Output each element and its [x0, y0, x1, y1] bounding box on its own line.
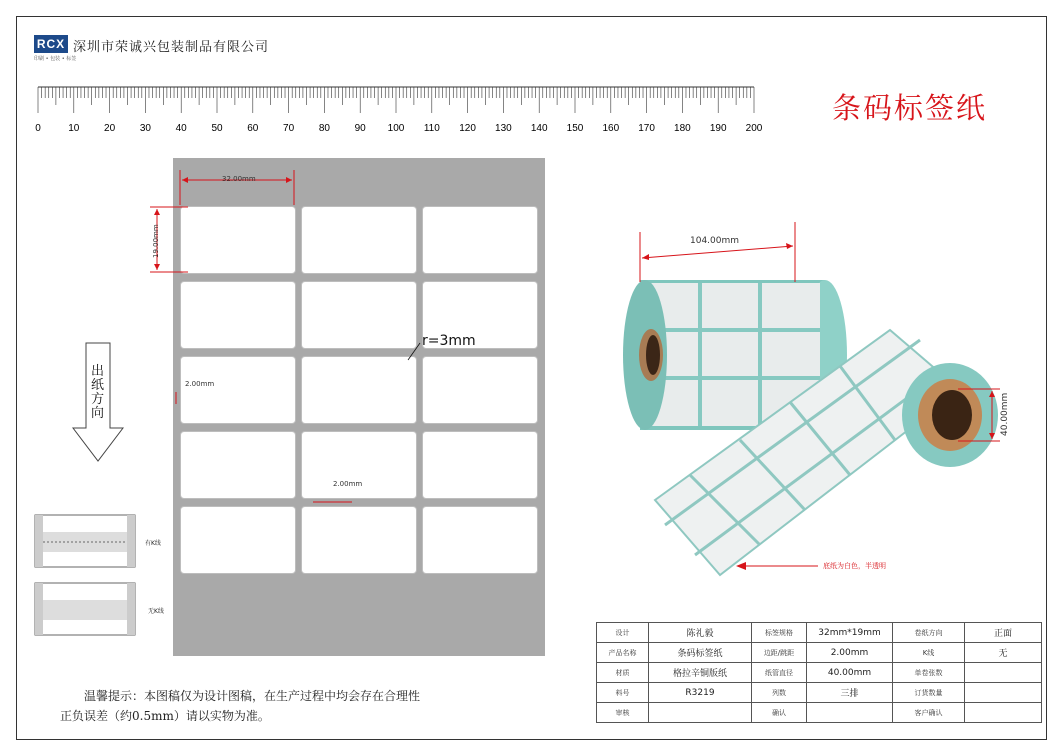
- ruler-tick-label: 40: [175, 123, 187, 134]
- k-line-label: 有K线: [145, 540, 161, 547]
- core-diameter-dimension: 40.00mm: [1000, 392, 1010, 436]
- ruler-tick-label: 80: [318, 123, 330, 134]
- spec-row: [597, 703, 1042, 723]
- notice-line-1: 温馨提示：本图稿仅为设计图稿，在生产过程中均会存在合理性: [84, 689, 421, 703]
- spec-row: [597, 663, 1042, 683]
- company-name: 深圳市荣诚兴包装制品有限公司: [73, 40, 270, 55]
- backing-paper-note: 底纸为白色，半透明: [823, 562, 886, 570]
- ruler-tick-label: 0: [35, 123, 41, 134]
- no-k-line-label: 无K线: [148, 608, 164, 615]
- label-roll-illustration: [623, 222, 1000, 575]
- spec-cell: [965, 703, 1042, 723]
- ruler-tick-label: 70: [283, 123, 295, 134]
- spec-cell: 正面: [965, 623, 1042, 643]
- spec-cell: 确认: [752, 703, 807, 723]
- side-margin-dimension: 2.00mm: [185, 380, 215, 388]
- spec-cell: 40.00mm: [807, 663, 893, 683]
- production-notice: [60, 686, 500, 726]
- notice-line-2: 正负误差（约0.5mm）请以实物为准。: [60, 709, 270, 723]
- ruler-tick-label: 170: [638, 123, 655, 134]
- label-width-dimension: 32.00mm: [222, 175, 256, 183]
- spec-cell: 列数: [752, 683, 807, 703]
- spec-cell: 无: [965, 643, 1042, 663]
- spec-row: [597, 623, 1042, 643]
- ruler-tick-label: 200: [745, 123, 763, 134]
- spec-cell: 纸管直径: [752, 663, 807, 683]
- spec-cell: 材质: [597, 663, 649, 683]
- roll-width-dimension: 104.00mm: [690, 236, 740, 246]
- corner-radius-label: r=3mm: [422, 333, 476, 349]
- ruler-tick-label: 130: [495, 123, 512, 134]
- spec-cell: 三排: [807, 683, 893, 703]
- ruler-tick-label: 160: [602, 123, 620, 134]
- spec-table: [596, 622, 1042, 723]
- spec-cell: 条码标签纸: [649, 643, 752, 663]
- ruler-tick-label: 110: [423, 123, 440, 134]
- logo-tagline: 印刷 • 包装 • 标签: [34, 56, 77, 62]
- feed-direction-label: 出 纸 方 向: [91, 364, 105, 421]
- ruler-tick-label: 150: [566, 123, 584, 134]
- label-height-dimension: 19.00mm: [152, 224, 160, 258]
- spec-cell: 32mm*19mm: [807, 623, 893, 643]
- ruler-tick-label: 60: [247, 123, 259, 134]
- ruler-tick-label: 120: [459, 123, 476, 134]
- spec-cell: [965, 663, 1042, 683]
- spec-cell: 卷纸方向: [893, 623, 965, 643]
- spec-cell: 标签规格: [752, 623, 807, 643]
- spec-cell: 边距/跳距: [752, 643, 807, 663]
- spec-cell: [649, 703, 752, 723]
- spec-cell: R3219: [649, 683, 752, 703]
- spec-cell: 产品名称: [597, 643, 649, 663]
- spec-cell: [965, 683, 1042, 703]
- spec-row: [597, 643, 1042, 663]
- ruler-tick-label: 190: [709, 123, 727, 134]
- spec-cell: 单卷张数: [893, 663, 965, 683]
- ruler-tick-label: 100: [387, 123, 405, 134]
- ruler-tick-label: 30: [139, 123, 151, 134]
- ruler-tick-label: 10: [68, 123, 80, 134]
- spec-cell: 订货数量: [893, 683, 965, 703]
- ruler-tick-label: 180: [674, 123, 691, 134]
- spec-cell: [807, 703, 893, 723]
- spec-cell: K线: [893, 643, 965, 663]
- ruler-tick-label: 50: [211, 123, 223, 134]
- spec-row: [597, 683, 1042, 703]
- ruler-tick-label: 140: [530, 123, 548, 134]
- spec-cell: 设计: [597, 623, 649, 643]
- ruler-tick-label: 20: [104, 123, 116, 134]
- spec-cell: 陈礼毅: [649, 623, 752, 643]
- row-gap-dimension: 2.00mm: [333, 480, 363, 488]
- spec-cell: 2.00mm: [807, 643, 893, 663]
- spec-cell: 料号: [597, 683, 649, 703]
- document-title: 条码标签纸: [832, 91, 988, 125]
- spec-cell: 审核: [597, 703, 649, 723]
- spec-cell: 格拉辛铜版纸: [649, 663, 752, 683]
- spec-cell: 客户确认: [893, 703, 965, 723]
- ruler-tick-label: 90: [354, 123, 366, 134]
- company-logo: RCX: [34, 35, 68, 53]
